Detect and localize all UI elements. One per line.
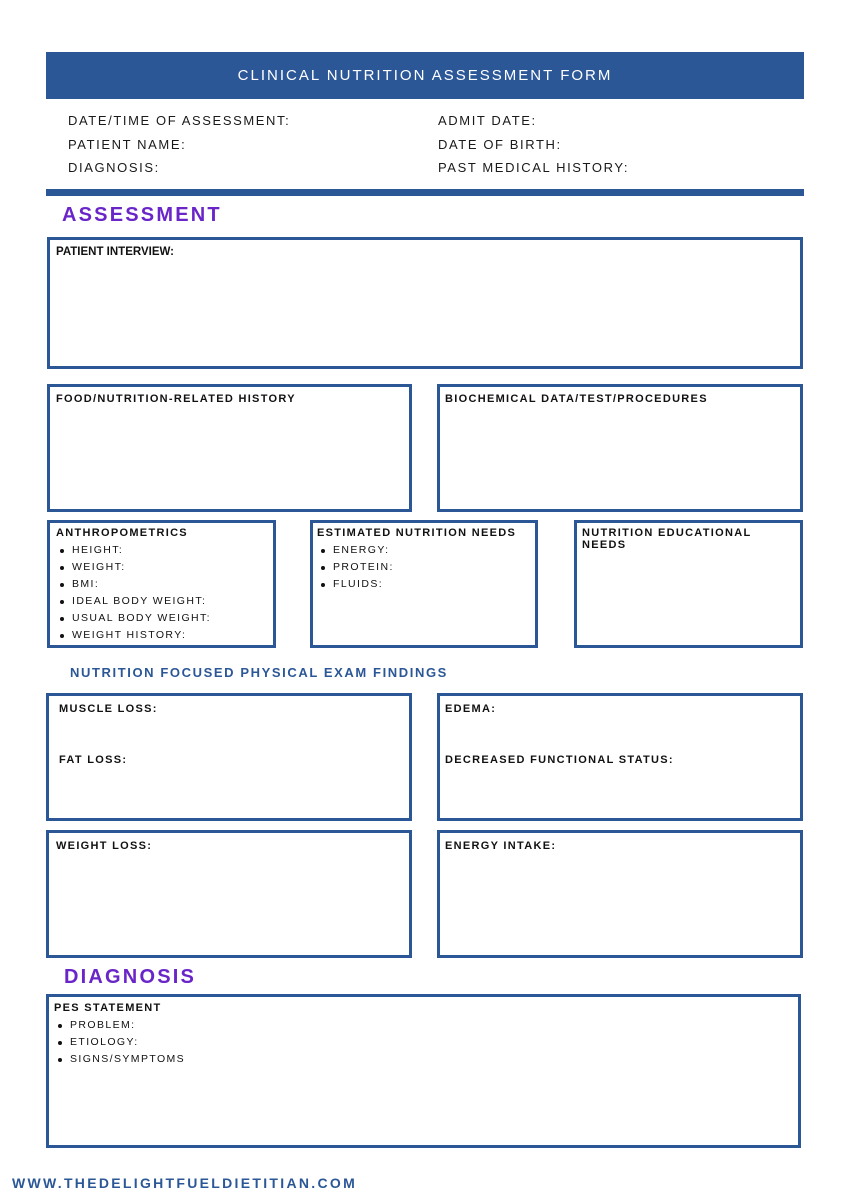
patient-interview-label: PATIENT INTERVIEW: — [56, 246, 174, 258]
form-title-bar — [46, 52, 804, 99]
edema-functional-box[interactable] — [437, 693, 803, 821]
assessment-heading: ASSESSMENT — [62, 204, 222, 226]
food-history-box[interactable] — [47, 384, 412, 512]
list-item: SIGNS/SYMPTOMS — [56, 1051, 185, 1068]
educational-needs-box[interactable] — [574, 520, 803, 648]
form-title: CLINICAL NUTRITION ASSESSMENT FORM — [237, 67, 613, 84]
field-date-time-of-assessment: DATE/TIME OF ASSESSMENT: — [68, 113, 291, 128]
field-patient-name: PATIENT NAME: — [68, 137, 187, 152]
list-item: USUAL BODY WEIGHT: — [58, 610, 211, 627]
bullet-icon — [58, 1041, 62, 1045]
list-item: WEIGHT: — [58, 559, 211, 576]
muscle-loss-label: MUSCLE LOSS: — [59, 703, 158, 715]
physical-exam-heading: NUTRITION FOCUSED PHYSICAL EXAM FINDINGS — [70, 665, 448, 680]
pes-statement-label: PES STATEMENT — [54, 1002, 162, 1014]
bullet-icon — [60, 566, 64, 570]
field-admit-date: ADMIT DATE: — [438, 113, 537, 128]
list-item: ENERGY: — [319, 542, 394, 559]
list-item: HEIGHT: — [58, 542, 211, 559]
bullet-icon — [321, 583, 325, 587]
edema-label: EDEMA: — [445, 703, 497, 715]
pes-statement-box[interactable] — [46, 994, 801, 1148]
list-item: PROTEIN: — [319, 559, 394, 576]
list-item: WEIGHT HISTORY: — [58, 627, 211, 644]
weight-loss-label: WEIGHT LOSS: — [56, 840, 153, 852]
bullet-icon — [321, 566, 325, 570]
field-date-of-birth: DATE OF BIRTH: — [438, 137, 562, 152]
bullet-icon — [60, 617, 64, 621]
estimated-needs-box[interactable] — [310, 520, 538, 648]
weight-loss-box[interactable] — [46, 830, 412, 958]
list-item: FLUIDS: — [319, 576, 394, 593]
bullet-icon — [60, 549, 64, 553]
anthropometrics-box[interactable] — [47, 520, 276, 648]
biochemical-label: BIOCHEMICAL DATA/TEST/PROCEDURES — [445, 393, 708, 405]
list-item: PROBLEM: — [56, 1017, 185, 1034]
bullet-icon — [321, 549, 325, 553]
fat-loss-label: FAT LOSS: — [59, 754, 128, 766]
field-past-medical-history: PAST MEDICAL HISTORY: — [438, 160, 630, 175]
anthropometrics-label: ANTHROPOMETRICS — [56, 527, 188, 539]
list-item: ETIOLOGY: — [56, 1034, 185, 1051]
estimated-needs-list — [319, 542, 394, 593]
bullet-icon — [58, 1058, 62, 1062]
list-item: IDEAL BODY WEIGHT: — [58, 593, 211, 610]
functional-status-label: DECREASED FUNCTIONAL STATUS: — [445, 754, 674, 766]
bullet-icon — [60, 583, 64, 587]
bullet-icon — [60, 600, 64, 604]
biochemical-box[interactable] — [437, 384, 803, 512]
food-history-label: FOOD/NUTRITION-RELATED HISTORY — [56, 393, 296, 405]
patient-interview-box[interactable] — [47, 237, 803, 369]
bullet-icon — [58, 1024, 62, 1028]
anthropometrics-list — [58, 542, 211, 644]
list-item: BMI: — [58, 576, 211, 593]
pes-list — [56, 1017, 185, 1068]
field-diagnosis: DIAGNOSIS: — [68, 160, 160, 175]
diagnosis-heading: DIAGNOSIS — [64, 966, 197, 988]
bullet-icon — [60, 634, 64, 638]
energy-intake-box[interactable] — [437, 830, 803, 958]
muscle-fat-loss-box[interactable] — [46, 693, 412, 821]
footer-url[interactable]: WWW.THEDELIGHTFUELDIETITIAN.COM — [12, 1175, 358, 1191]
educational-needs-label: NUTRITION EDUCATIONAL NEEDS — [582, 527, 752, 551]
header-divider — [46, 189, 804, 196]
estimated-needs-label: ESTIMATED NUTRITION NEEDS — [317, 527, 517, 539]
energy-intake-label: ENERGY INTAKE: — [445, 840, 557, 852]
